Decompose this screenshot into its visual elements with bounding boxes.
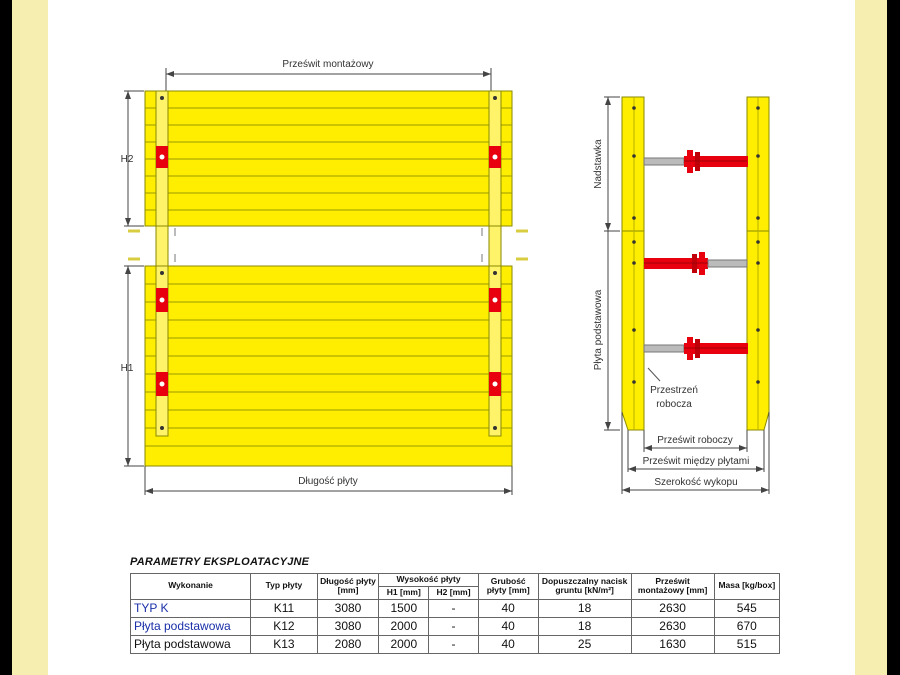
h1-label: H1 <box>120 363 134 374</box>
header-height-group: Wysokość płyty <box>379 574 479 587</box>
section-height-dimensions <box>604 97 620 430</box>
working-clearance-label: Prześwit roboczy <box>657 435 733 446</box>
parameters-table <box>130 573 780 654</box>
cell-type: K12 <box>251 617 318 635</box>
header-mass: Masa [kg/box] <box>714 574 779 600</box>
header-clearance: Prześwit montażowy [mm] <box>631 574 714 600</box>
cell-h1: 2000 <box>379 635 429 653</box>
upper-panel <box>145 91 512 226</box>
cell-clearance: 2630 <box>631 617 714 635</box>
cell-h2: - <box>429 617 479 635</box>
cell-pressure: 18 <box>538 599 631 617</box>
cell-length: 3080 <box>317 599 379 617</box>
clearance-label: Prześwit montażowy <box>282 59 374 70</box>
h2-label: H2 <box>120 154 134 165</box>
panel-gap-label: Prześwit między płytami <box>642 456 750 467</box>
cell-h2: - <box>429 599 479 617</box>
base-panel-label: Płyta podstawowa <box>593 289 604 371</box>
cell-clearance: 2630 <box>631 599 714 617</box>
length-label: Długość płyty <box>298 476 358 487</box>
cell-h1: 1500 <box>379 599 429 617</box>
cell-thickness: 40 <box>478 635 538 653</box>
cell-variant: Płyta podstawowa <box>131 617 251 635</box>
hydraulic-strut <box>644 337 748 360</box>
cell-h1: 2000 <box>379 617 429 635</box>
table-row <box>131 599 780 617</box>
top-panel-label: Nadstawka <box>593 139 604 189</box>
cell-mass: 670 <box>714 617 779 635</box>
cell-type: K13 <box>251 635 318 653</box>
cell-type: K11 <box>251 599 318 617</box>
header-length: Długość płyty [mm] <box>317 574 379 600</box>
table-row <box>131 617 780 635</box>
cell-pressure: 25 <box>538 635 631 653</box>
left-margin-bar <box>12 0 48 675</box>
workspace-label-line1: Przestrzeń <box>650 385 698 396</box>
cell-mass: 545 <box>714 599 779 617</box>
cell-length: 3080 <box>317 617 379 635</box>
header-variant: Wykonanie <box>131 574 251 600</box>
cell-h2: - <box>429 635 479 653</box>
header-thickness: Grubość płyty [mm] <box>478 574 538 600</box>
parameters-section <box>130 556 790 654</box>
clearance-dimension <box>166 68 491 92</box>
cell-length: 2080 <box>317 635 379 653</box>
right-margin-bar <box>855 0 887 675</box>
cell-clearance: 1630 <box>631 635 714 653</box>
header-pressure: Dopuszczalny nacisk gruntu [kN/m²] <box>538 574 631 600</box>
trench-width-label: Szerokość wykopu <box>654 477 738 488</box>
front-view <box>121 59 528 495</box>
table-title: PARAMETRY EKSPLOATACYJNE <box>130 556 310 568</box>
height-dimensions <box>124 91 144 466</box>
workspace-label-line2: robocza <box>656 399 692 410</box>
panel-gap <box>128 226 528 266</box>
base-panel <box>145 266 512 466</box>
cell-thickness: 40 <box>478 617 538 635</box>
header-type: Typ płyty <box>251 574 318 600</box>
cell-variant: Płyta podstawowa <box>131 635 251 653</box>
technical-drawing <box>48 0 855 545</box>
cell-mass: 515 <box>714 635 779 653</box>
document-page <box>48 0 855 675</box>
header-h1: H1 [mm] <box>379 586 429 599</box>
cross-section-view <box>593 97 769 494</box>
hydraulic-strut <box>644 252 747 275</box>
cell-thickness: 40 <box>478 599 538 617</box>
hydraulic-strut <box>644 150 748 173</box>
header-h2: H2 [mm] <box>429 586 479 599</box>
cell-variant: TYP K <box>131 599 251 617</box>
table-row <box>131 635 780 653</box>
cell-pressure: 18 <box>538 617 631 635</box>
